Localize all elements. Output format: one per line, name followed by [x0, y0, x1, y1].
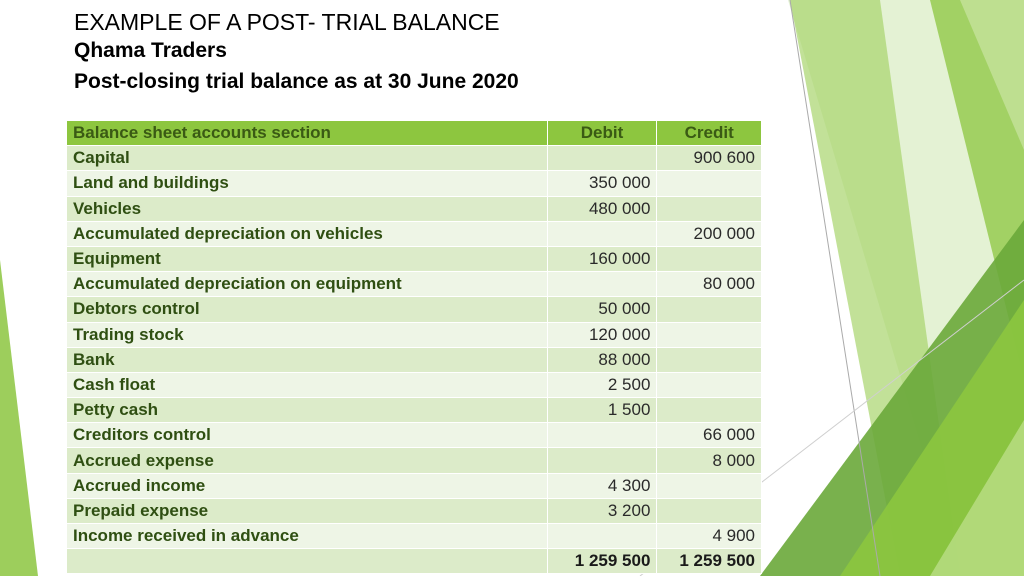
debit-cell: 4 300 — [547, 473, 657, 498]
column-header-credit: Credit — [657, 121, 762, 146]
table-row — [67, 448, 762, 473]
table-row — [67, 423, 762, 448]
debit-cell: 2 500 — [547, 372, 657, 397]
table-header-row — [67, 121, 762, 146]
trial-balance-table — [66, 120, 762, 574]
credit-cell: 8 000 — [657, 448, 762, 473]
table-row — [67, 347, 762, 372]
debit-cell — [547, 272, 657, 297]
credit-cell — [657, 398, 762, 423]
table-row — [67, 146, 762, 171]
table-row — [67, 171, 762, 196]
account-cell: Bank — [67, 347, 548, 372]
credit-cell — [657, 171, 762, 196]
account-cell: Accrued expense — [67, 448, 548, 473]
credit-cell: 900 600 — [657, 146, 762, 171]
credit-cell: 4 900 — [657, 524, 762, 549]
credit-cell — [657, 297, 762, 322]
account-cell: Prepaid expense — [67, 498, 548, 523]
account-cell: Income received in advance — [67, 524, 548, 549]
account-cell: Capital — [67, 146, 548, 171]
debit-cell: 160 000 — [547, 246, 657, 271]
table-row — [67, 322, 762, 347]
credit-cell: 80 000 — [657, 272, 762, 297]
account-cell: Land and buildings — [67, 171, 548, 196]
credit-cell — [657, 473, 762, 498]
table-row — [67, 221, 762, 246]
debit-cell: 480 000 — [547, 196, 657, 221]
credit-cell: 66 000 — [657, 423, 762, 448]
debit-cell: 120 000 — [547, 322, 657, 347]
totals-label-cell — [67, 549, 548, 574]
total-debit-cell: 1 259 500 — [547, 549, 657, 574]
debit-cell: 50 000 — [547, 297, 657, 322]
credit-cell — [657, 196, 762, 221]
table-row — [67, 372, 762, 397]
column-header-account: Balance sheet accounts section — [67, 121, 548, 146]
debit-cell — [547, 524, 657, 549]
column-header-debit: Debit — [547, 121, 657, 146]
debit-cell: 1 500 — [547, 398, 657, 423]
credit-cell — [657, 498, 762, 523]
credit-cell: 200 000 — [657, 221, 762, 246]
debit-cell: 3 200 — [547, 498, 657, 523]
company-name: Qhama Traders — [74, 39, 227, 62]
table-row — [67, 196, 762, 221]
credit-cell — [657, 372, 762, 397]
slide-title-block — [74, 8, 519, 98]
account-cell: Accumulated depreciation on vehicles — [67, 221, 548, 246]
account-cell: Petty cash — [67, 398, 548, 423]
table-row — [67, 473, 762, 498]
table-row — [67, 524, 762, 549]
table-row — [67, 246, 762, 271]
debit-cell — [547, 146, 657, 171]
account-cell: Equipment — [67, 246, 548, 271]
account-cell: Creditors control — [67, 423, 548, 448]
slide-title: EXAMPLE OF A POST- TRIAL BALANCE — [74, 9, 500, 35]
account-cell: Trading stock — [67, 322, 548, 347]
total-credit-cell: 1 259 500 — [657, 549, 762, 574]
table-row — [67, 297, 762, 322]
totals-row — [67, 549, 762, 574]
account-cell: Accumulated depreciation on equipment — [67, 272, 548, 297]
debit-cell: 88 000 — [547, 347, 657, 372]
table-row — [67, 272, 762, 297]
credit-cell — [657, 246, 762, 271]
debit-cell: 350 000 — [547, 171, 657, 196]
table-row — [67, 498, 762, 523]
table-row — [67, 398, 762, 423]
statement-title: Post-closing trial balance as at 30 June 2020 — [74, 70, 519, 93]
debit-cell — [547, 448, 657, 473]
credit-cell — [657, 322, 762, 347]
account-cell: Vehicles — [67, 196, 548, 221]
account-cell: Cash float — [67, 372, 548, 397]
account-cell: Accrued income — [67, 473, 548, 498]
debit-cell — [547, 423, 657, 448]
debit-cell — [547, 221, 657, 246]
credit-cell — [657, 347, 762, 372]
account-cell: Debtors control — [67, 297, 548, 322]
